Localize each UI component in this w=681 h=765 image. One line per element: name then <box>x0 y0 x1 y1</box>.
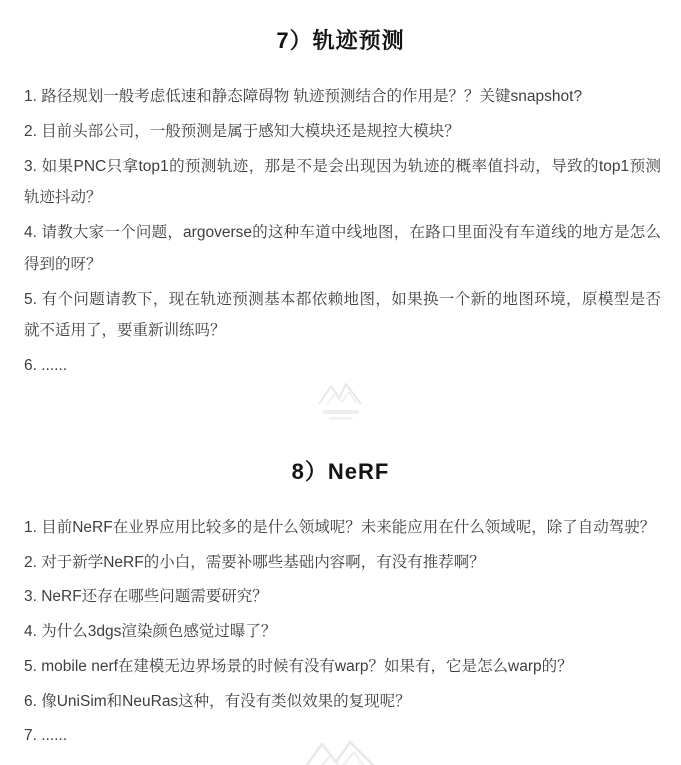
question-number: 6. <box>24 357 42 375</box>
question-list-nerf <box>0 512 681 752</box>
question-text: 对于新学NeRF的小白，需要补哪些基础内容啊，有没有推荐啊？ <box>41 553 485 571</box>
section-title-nerf: 8）NeRF <box>291 458 390 484</box>
question-item <box>24 350 661 382</box>
question-number: 5. <box>24 290 42 308</box>
question-text: ...... <box>41 357 68 375</box>
question-text: 有个问题请教下，现在轨迹预测基本都依赖地图，如果换一个新的地图环境，原模型是否就不适用了，要重新训练吗？ <box>24 290 661 340</box>
question-text: 如果PNC只拿top1的预测轨迹，那是不是会出现因为轨迹的概率值抖动，导致的top1预测轨迹抖动？ <box>24 157 661 207</box>
question-number: 2. <box>24 122 42 140</box>
question-text: 目前NeRF在业界应用比较多的是什么领域呢？未来能应用在什么领域呢，除了自动驾驶？ <box>41 518 656 536</box>
question-number: 2. <box>24 553 42 571</box>
question-item <box>24 651 661 683</box>
question-number: 5. <box>24 657 42 675</box>
question-number: 3. <box>24 588 42 606</box>
question-text: 像UniSim和NeuRas这种，有没有类似效果的复现呢？ <box>41 692 411 710</box>
question-item <box>24 581 661 613</box>
question-item <box>24 720 661 752</box>
question-text: 路径规划一般考虑低速和静态障碍物 轨迹预测结合的作用是？？关键snapshot? <box>41 88 583 105</box>
question-item <box>24 686 661 718</box>
question-text: 请教大家一个问题，argoverse的这种车道中线地图，在路口里面没有车道线的地方是怎么得到的呀？ <box>24 224 661 273</box>
question-item <box>24 616 661 648</box>
question-text: 目前头部公司，一般预测是属于感知大模块还是规控大模块？ <box>41 122 460 140</box>
question-text: ...... <box>41 727 68 745</box>
question-number: 6. <box>24 692 42 710</box>
question-text: 为什么3dgs渲染颜色感觉过曝了？ <box>41 623 277 641</box>
question-item <box>24 284 661 348</box>
question-number: 4. <box>24 623 42 641</box>
question-list-trajectory <box>0 81 681 382</box>
question-text: NeRF还存在哪些问题需要研究？ <box>41 588 268 606</box>
question-item <box>24 151 661 215</box>
question-number: 7. <box>24 727 42 745</box>
question-text: mobile nerf在建模无边界场景的时候有没有warp？如果有，它是怎么warp的？ <box>41 657 573 675</box>
question-item <box>24 81 661 113</box>
question-number: 1. <box>24 518 42 536</box>
section-title-trajectory: 7）轨迹预测 <box>276 28 405 53</box>
section-trajectory-prediction <box>0 0 681 382</box>
question-item <box>24 547 661 579</box>
section-nerf <box>0 385 681 752</box>
question-item <box>24 512 661 544</box>
question-number: 3. <box>24 157 42 175</box>
question-item <box>24 217 661 281</box>
question-item <box>24 116 661 148</box>
question-number: 1. <box>24 88 42 105</box>
question-number: 4. <box>24 224 42 242</box>
